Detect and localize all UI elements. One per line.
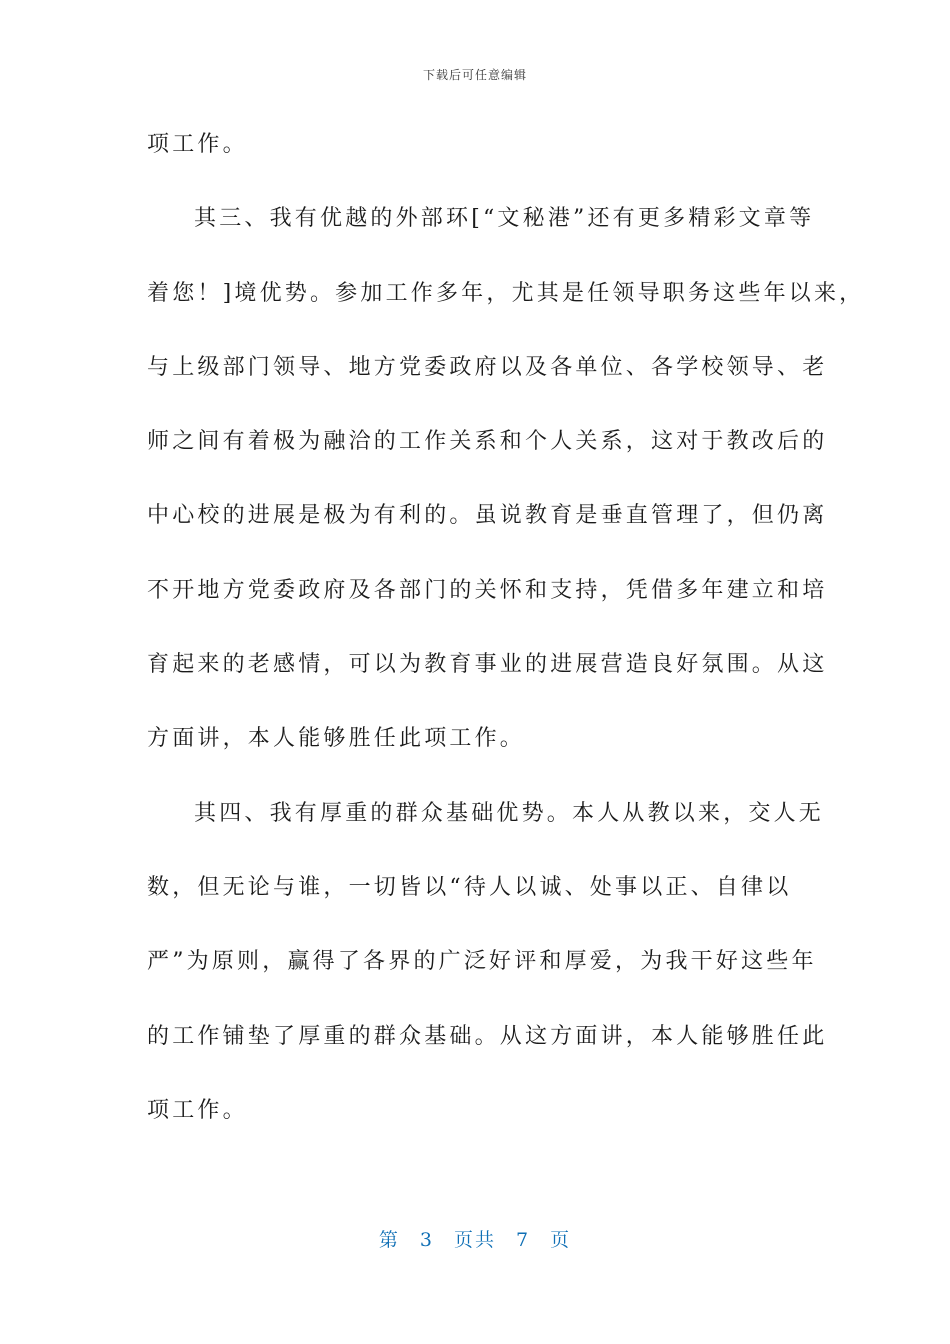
- footer-middle: 页共: [453, 1229, 496, 1251]
- text-line: 项工作。: [147, 1097, 248, 1123]
- footer-current-page: 3: [419, 1229, 434, 1251]
- text-line: 着您！]境优势。参加工作多年，尤其是任领导职务这些年以来，: [147, 280, 865, 306]
- text-line: 方面讲，本人能够胜任此项工作。: [147, 726, 526, 752]
- page-footer: [0, 1225, 950, 1252]
- text-line: 的工作铺垫了厚重的群众基础。从这方面讲，本人能够胜任此: [147, 1023, 828, 1049]
- text-line: 中心校的进展是极为有利的。虽说教育是垂直管理了，但仍离: [147, 503, 828, 529]
- document-body: [147, 112, 865, 1152]
- footer-total-pages: 7: [516, 1229, 531, 1251]
- text-line: 数，但无论与谁，一切皆以“待人以诚、处事以正、自律以: [147, 874, 792, 900]
- text-line: 严”为原则，赢得了各界的广泛好评和厚爱，为我干好这些年: [147, 949, 817, 975]
- header-note: 下载后可任意编辑: [422, 68, 527, 82]
- text-line: 师之间有着极为融洽的工作关系和个人关系，这对于教改后的: [147, 429, 828, 455]
- text-line: 不开地方党委政府及各部门的关怀和支持，凭借多年建立和培: [147, 577, 828, 603]
- footer-suffix: 页: [550, 1229, 572, 1251]
- text-line: 与上级部门领导、地方党委政府以及各单位、各学校领导、老: [147, 354, 828, 380]
- text-line: 项工作。: [147, 132, 248, 157]
- text-line: 育起来的老感情，可以为教育事业的进展营造良好氛围。从这: [147, 652, 828, 678]
- text-line: 其三、我有优越的外部环[“文秘港”还有更多精彩文章等: [194, 206, 815, 232]
- text-line: 其四、我有厚重的群众基础优势。本人从教以来，交人无: [194, 800, 825, 826]
- footer-prefix: 第: [378, 1229, 400, 1251]
